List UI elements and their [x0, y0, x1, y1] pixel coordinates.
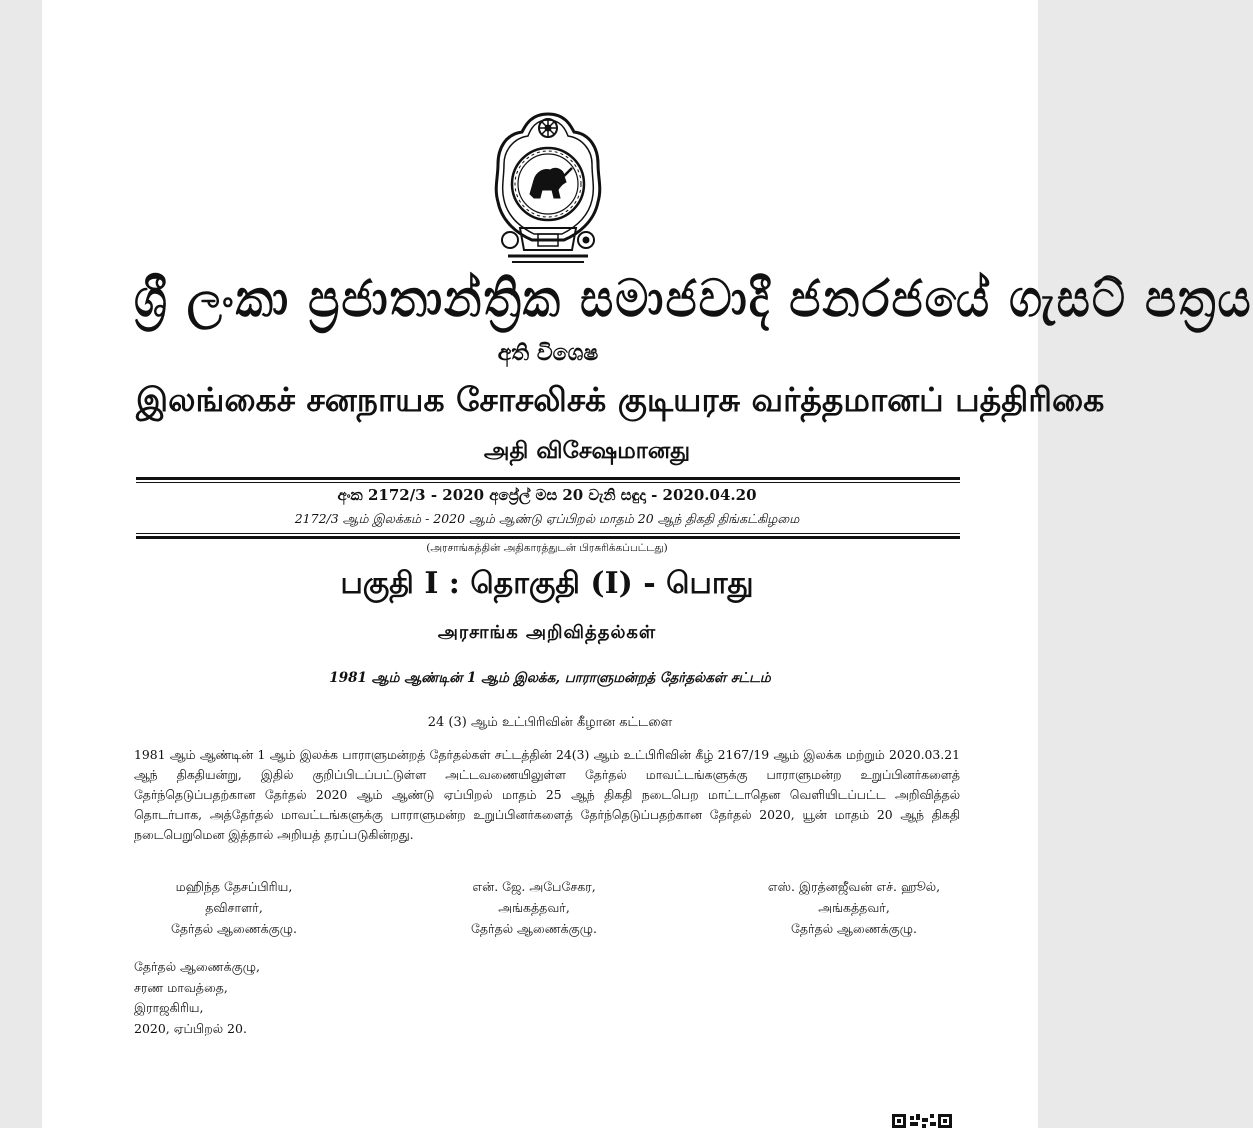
address-line: இராஜகிரிய, [134, 1000, 204, 1015]
signatory-chairman [104, 876, 364, 939]
signatory-name: எஸ். இரத்னஜீவன் எச். ஹூல், [767, 879, 941, 894]
issuer-address [134, 957, 260, 1039]
signatory-body: தேர்தல் ஆணைக்குழு. [171, 921, 297, 936]
signatory-name: மஹிந்த தேசப்பிரிய, [175, 879, 293, 894]
address-line: சரண மாவத்தை, [134, 979, 228, 995]
gazette-subtitle-tamil: அதி விசேஷமானது [483, 437, 691, 464]
gazette-subtitle-sinhala: අති විශෙෂ [497, 340, 599, 366]
notice-body: 1981 ஆம் ஆண்டின் 1 ஆம் இலக்க பாராளுமன்றத் தேர்தல்கள் சட்டத்தின் 24(3) ஆம் உட்பிரிவின் கீழ் 2167/19 ஆம் இலக்க மற்றும் 2020.03.21 ஆந் திகதியன்று, இதில் குறிப்பிடப்பட்டுள்ள அட்டவணையிலுள்ள தேர்தல் மாவட்டங்களுக்கு பாராளுமன்ற உறுப்பினர்களைத் தேர்ந்தெடுப்பதற்கான தேர்தல் 2020 ஆம் ஆண்டு ஏப்பிறல் மாதம் 25 ஆந் திகதி நடைபெற மாட்டாதென வெளியிடப்பட்ட அறிவித்தல் தொடர்பாக, அத்தேர்தல் மாவட்டங்களுக்கு பாராளுமன்ற உறுப்பினர்களைத் தேர்ந்தெடுப்பதற்கான தேர்தல் 2020, யூன் மாதம் 20 ஆந் திகதி நடைபெறுமென இத்தால் அறியத் தரப்படுகின்றது. [134, 747, 960, 842]
address-line: தேர்தல் ஆணைக்குழு, [134, 959, 260, 974]
signatory-body: தேர்தல் ஆணைக்குழு. [791, 921, 917, 936]
signatory-member-1 [404, 876, 664, 939]
part-title: பகுதி I : தொகுதி (I) - பொது [340, 566, 754, 601]
sri-lanka-emblem-icon [492, 110, 604, 266]
issue-line-tamil: 2172/3 ஆம் இலக்கம் - 2020 ஆம் ஆண்டு ஏப்பிறல் மாதம் 20 ஆந் திகதி திங்கட்கிழமை [294, 511, 800, 526]
gazette-page [42, 0, 1253, 1128]
signatory-name: என். ஜே. அபேசேகர, [472, 879, 596, 894]
signatory-role: அங்கத்தவர், [498, 900, 570, 915]
issue-rule-thin [136, 533, 960, 534]
header-rule-top [136, 477, 960, 480]
section-title: அரசாங்க அறிவித்தல்கள் [437, 622, 657, 643]
gazette-title-sinhala: ශ්‍රී ලංකා ප්‍රජාතාන්ත්‍රික සමාජවාදී ජනරජයේ ගැසට් පත්‍රය [134, 268, 1253, 329]
signatory-body: தேர்தல் ஆணைக்குழு. [471, 921, 597, 936]
signatory-role: தவிசாளர், [205, 900, 263, 915]
issue-rule-thick [136, 536, 960, 539]
issue-line-sinhala: අංක 2172/3 - 2020 අප්‍රේල් මස 20 වැනි සඳුදා - 2020.04.20 [337, 486, 757, 504]
signatory-role: அங்கத்தவர், [818, 900, 890, 915]
order-title: 24 (3) ஆம் உட்பிரிவின் கீழான கட்டளை [427, 715, 673, 730]
act-title: 1981 ஆம் ஆண்டின் 1 ஆம் இலக்க, பாராளுமன்றத் தேர்தல்கள் சட்டம் [329, 670, 771, 686]
gazette-title-tamil: இலங்கைச் சனநாயக சோசலிசக் குடியரசு வர்த்தமானப் பத்திரிகை [136, 380, 1105, 419]
publication-authority: (அரசாங்கத்தின் அதிகாரத்துடன் பிரசுரிக்கப்பட்டது) [426, 542, 668, 554]
address-date: 2020, ஏப்பிறல் 20. [134, 1020, 247, 1036]
signatory-member-2 [724, 876, 984, 939]
header-rule-top-thin [136, 482, 960, 483]
qr-code-icon [892, 1112, 954, 1128]
